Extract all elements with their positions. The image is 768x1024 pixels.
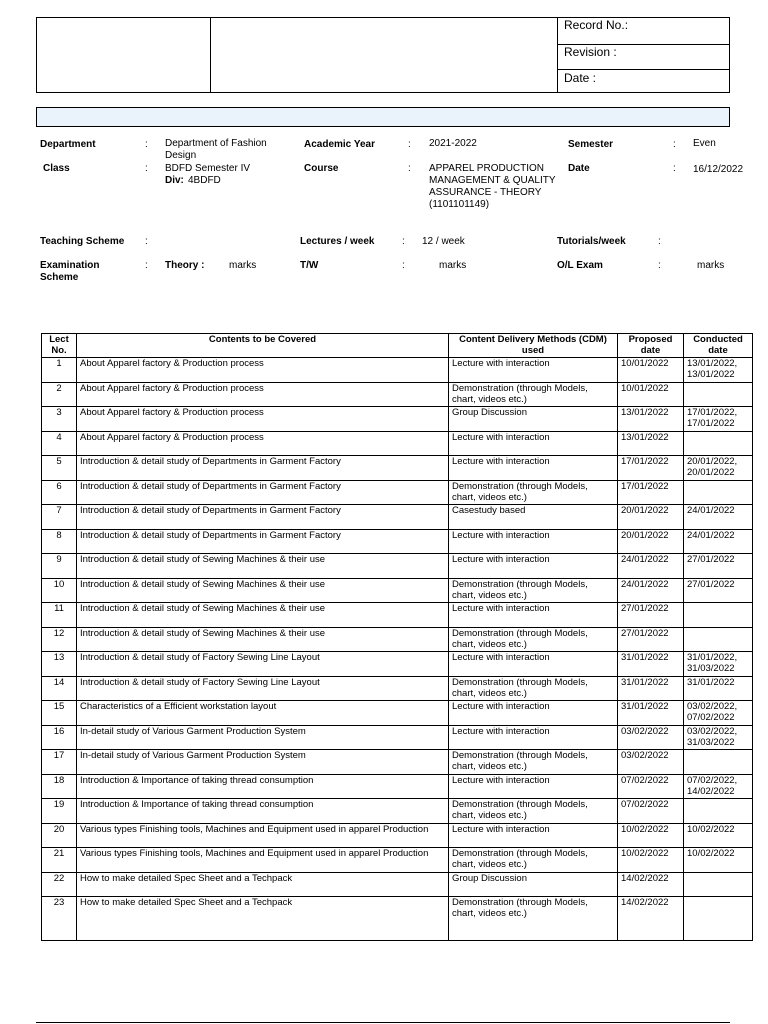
content-cell: Introduction & detail study of Departments in Garment Factory: [77, 505, 449, 530]
course-value: APPAREL PRODUCTION MANAGEMENT & QUALITY ASSURANCE - THEORY (1101101149): [429, 163, 556, 210]
conducted-date-cell: 10/02/2022: [684, 823, 753, 848]
table-row: [42, 848, 753, 873]
table-header-row: [42, 334, 753, 358]
proposed-date-cell: 14/02/2022: [618, 872, 684, 897]
conducted-date-cell: [684, 382, 753, 407]
table-row: [42, 529, 753, 554]
proposed-date-cell: 07/02/2022: [618, 799, 684, 824]
colon: :: [145, 163, 148, 174]
conducted-date-cell: [684, 897, 753, 941]
lect-no-cell: 22: [42, 872, 77, 897]
header-conducted-date: Conducted date: [684, 334, 753, 358]
content-cell: Introduction & detail study of Sewing Machines & their use: [77, 578, 449, 603]
delivery-method-cell: Group Discussion: [449, 407, 618, 432]
colon: :: [673, 163, 676, 174]
conducted-date-cell: [684, 799, 753, 824]
conducted-date-cell: 24/01/2022: [684, 529, 753, 554]
proposed-date-cell: 20/01/2022: [618, 505, 684, 530]
content-cell: Introduction & detail study of Sewing Machines & their use: [77, 627, 449, 652]
conducted-date-cell: 24/01/2022: [684, 505, 753, 530]
conducted-date-cell: [684, 603, 753, 628]
header-proposed-date: Proposed date: [618, 334, 684, 358]
content-cell: Introduction & detail study of Departments in Garment Factory: [77, 529, 449, 554]
content-cell: Introduction & detail study of Departments in Garment Factory: [77, 456, 449, 481]
proposed-date-cell: 10/01/2022: [618, 358, 684, 383]
delivery-method-cell: Lecture with interaction: [449, 431, 618, 456]
theory-label: Theory :: [165, 260, 205, 271]
proposed-date-cell: 27/01/2022: [618, 603, 684, 628]
content-cell: In-detail study of Various Garment Production System: [77, 725, 449, 750]
content-cell: Introduction & detail study of Departments in Garment Factory: [77, 480, 449, 505]
class-label: Class: [43, 163, 70, 174]
lect-no-cell: 14: [42, 676, 77, 701]
table-row: [42, 578, 753, 603]
delivery-method-cell: Lecture with interaction: [449, 529, 618, 554]
lect-no-cell: 6: [42, 480, 77, 505]
table-row: [42, 456, 753, 481]
lect-no-cell: 23: [42, 897, 77, 941]
table-row: [42, 431, 753, 456]
conducted-date-cell: 31/01/2022: [684, 676, 753, 701]
delivery-method-cell: Lecture with interaction: [449, 554, 618, 579]
delivery-method-cell: Lecture with interaction: [449, 725, 618, 750]
lect-no-cell: 12: [42, 627, 77, 652]
content-cell: About Apparel factory & Production process: [77, 358, 449, 383]
department-label: Department: [40, 139, 96, 150]
table-row: [42, 407, 753, 432]
proposed-date-cell: 10/02/2022: [618, 823, 684, 848]
ol-exam-label: O/L Exam: [557, 260, 603, 271]
lect-no-cell: 5: [42, 456, 77, 481]
content-cell: Various types Finishing tools, Machines and Equipment used in apparel Production: [77, 823, 449, 848]
title-bar: [36, 107, 730, 127]
div-value: 4BDFD: [188, 175, 221, 186]
delivery-method-cell: Lecture with interaction: [449, 774, 618, 799]
conducted-date-cell: [684, 750, 753, 775]
delivery-method-cell: Lecture with interaction: [449, 701, 618, 726]
conducted-date-cell: 13/01/2022, 13/01/2022: [684, 358, 753, 383]
date-value: 16/12/2022: [693, 164, 744, 175]
conducted-date-cell: [684, 627, 753, 652]
table-row: [42, 872, 753, 897]
record-header-box: [36, 17, 730, 93]
lect-no-cell: 3: [42, 407, 77, 432]
table-row: [42, 750, 753, 775]
table-row: [42, 823, 753, 848]
proposed-date-cell: 31/01/2022: [618, 701, 684, 726]
header-divider: [557, 69, 729, 70]
colon: :: [408, 139, 411, 150]
conducted-date-cell: 10/02/2022: [684, 848, 753, 873]
lectures-label: Lectures / week: [300, 236, 375, 247]
lect-no-cell: 1: [42, 358, 77, 383]
conducted-date-cell: 07/02/2022, 14/02/2022: [684, 774, 753, 799]
delivery-method-cell: Group Discussion: [449, 872, 618, 897]
lect-no-cell: 15: [42, 701, 77, 726]
ol-exam-value: marks: [697, 260, 725, 271]
header-lect-no: Lect No.: [42, 334, 77, 358]
lect-no-cell: 10: [42, 578, 77, 603]
content-cell: Various types Finishing tools, Machines and Equipment used in apparel Production: [77, 848, 449, 873]
delivery-method-cell: Demonstration (through Models, chart, videos etc.): [449, 848, 618, 873]
table-row: [42, 652, 753, 677]
conducted-date-cell: [684, 480, 753, 505]
table-row: [42, 676, 753, 701]
record-no-label: Record No.:: [564, 18, 629, 32]
academic-year-label: Academic Year: [304, 139, 375, 150]
table-body: [42, 358, 753, 941]
table-row: [42, 799, 753, 824]
delivery-method-cell: Demonstration (through Models, chart, videos etc.): [449, 897, 618, 941]
proposed-date-cell: 17/01/2022: [618, 480, 684, 505]
proposed-date-cell: 07/02/2022: [618, 774, 684, 799]
lect-no-cell: 4: [42, 431, 77, 456]
delivery-method-cell: Demonstration (through Models, chart, videos etc.): [449, 627, 618, 652]
lecture-plan-table: [41, 333, 753, 941]
semester-value: Even: [693, 138, 716, 149]
colon: :: [408, 163, 411, 174]
table-row: [42, 701, 753, 726]
lect-no-cell: 13: [42, 652, 77, 677]
delivery-method-cell: Demonstration (through Models, chart, videos etc.): [449, 578, 618, 603]
tw-label: T/W: [300, 260, 319, 271]
colon: :: [402, 260, 405, 271]
table-row: [42, 358, 753, 383]
delivery-method-cell: Lecture with interaction: [449, 358, 618, 383]
proposed-date-cell: 03/02/2022: [618, 750, 684, 775]
delivery-method-cell: Casestudy based: [449, 505, 618, 530]
table-row: [42, 725, 753, 750]
table-row: [42, 554, 753, 579]
revision-label: Revision :: [564, 45, 617, 59]
content-cell: Introduction & detail study of Sewing Machines & their use: [77, 554, 449, 579]
semester-label: Semester: [568, 139, 614, 150]
content-cell: Introduction & detail study of Factory Sewing Line Layout: [77, 652, 449, 677]
teaching-scheme-label: Teaching Scheme: [40, 236, 125, 247]
proposed-date-cell: 03/02/2022: [618, 725, 684, 750]
department-value: Department of Fashion Design: [165, 138, 267, 161]
conducted-date-cell: 17/01/2022, 17/01/2022: [684, 407, 753, 432]
table-row: [42, 897, 753, 941]
content-cell: About Apparel factory & Production process: [77, 382, 449, 407]
content-cell: About Apparel factory & Production process: [77, 431, 449, 456]
delivery-method-cell: Demonstration (through Models, chart, videos etc.): [449, 676, 618, 701]
proposed-date-cell: 24/01/2022: [618, 554, 684, 579]
table-row: [42, 774, 753, 799]
date-label: Date: [568, 163, 590, 174]
delivery-method-cell: Lecture with interaction: [449, 823, 618, 848]
lect-no-cell: 18: [42, 774, 77, 799]
delivery-method-cell: Demonstration (through Models, chart, videos etc.): [449, 382, 618, 407]
tutorials-label: Tutorials/week: [557, 236, 626, 247]
table-row: [42, 382, 753, 407]
lect-no-cell: 2: [42, 382, 77, 407]
delivery-method-cell: Demonstration (through Models, chart, videos etc.): [449, 480, 618, 505]
proposed-date-cell: 13/01/2022: [618, 431, 684, 456]
lect-no-cell: 21: [42, 848, 77, 873]
colon: :: [145, 260, 148, 271]
delivery-method-cell: Lecture with interaction: [449, 456, 618, 481]
header-contents: Contents to be Covered: [77, 334, 449, 358]
content-cell: Characteristics of a Efficient workstation layout: [77, 701, 449, 726]
class-value: BDFD Semester IV: [165, 163, 251, 174]
conducted-date-cell: 31/01/2022, 31/03/2022: [684, 652, 753, 677]
colon: :: [145, 236, 148, 247]
proposed-date-cell: 17/01/2022: [618, 456, 684, 481]
lect-no-cell: 8: [42, 529, 77, 554]
colon: :: [673, 139, 676, 150]
table-row: [42, 505, 753, 530]
table-row: [42, 603, 753, 628]
delivery-method-cell: Demonstration (through Models, chart, videos etc.): [449, 750, 618, 775]
proposed-date-cell: 31/01/2022: [618, 652, 684, 677]
conducted-date-cell: 03/02/2022, 31/03/2022: [684, 725, 753, 750]
academic-year-value: 2021-2022: [429, 138, 477, 149]
lectures-value: 12 / week: [422, 236, 465, 247]
conducted-date-cell: [684, 431, 753, 456]
lect-no-cell: 16: [42, 725, 77, 750]
content-cell: Introduction & detail study of Sewing Machines & their use: [77, 603, 449, 628]
delivery-method-cell: Lecture with interaction: [449, 652, 618, 677]
proposed-date-cell: 10/01/2022: [618, 382, 684, 407]
exam-scheme-label: Examination Scheme: [40, 260, 100, 283]
content-cell: Introduction & Importance of taking thread consumption: [77, 799, 449, 824]
conducted-date-cell: 27/01/2022: [684, 554, 753, 579]
proposed-date-cell: 27/01/2022: [618, 627, 684, 652]
proposed-date-cell: 24/01/2022: [618, 578, 684, 603]
content-cell: About Apparel factory & Production process: [77, 407, 449, 432]
proposed-date-cell: 31/01/2022: [618, 676, 684, 701]
table-row: [42, 480, 753, 505]
conducted-date-cell: 20/01/2022, 20/01/2022: [684, 456, 753, 481]
delivery-method-cell: Lecture with interaction: [449, 603, 618, 628]
div-label: Div:: [165, 175, 184, 186]
content-cell: How to make detailed Spec Sheet and a Techpack: [77, 872, 449, 897]
conducted-date-cell: 03/02/2022, 07/02/2022: [684, 701, 753, 726]
proposed-date-cell: 14/02/2022: [618, 897, 684, 941]
lect-no-cell: 17: [42, 750, 77, 775]
content-cell: Introduction & detail study of Factory Sewing Line Layout: [77, 676, 449, 701]
header-divider: [210, 18, 211, 92]
date-label: Date :: [564, 71, 597, 85]
proposed-date-cell: 20/01/2022: [618, 529, 684, 554]
proposed-date-cell: 10/02/2022: [618, 848, 684, 873]
conducted-date-cell: 27/01/2022: [684, 578, 753, 603]
header-delivery-method: Content Delivery Methods (CDM) used: [449, 334, 618, 358]
lect-no-cell: 7: [42, 505, 77, 530]
header-divider: [557, 18, 558, 92]
lect-no-cell: 9: [42, 554, 77, 579]
colon: :: [145, 139, 148, 150]
lect-no-cell: 19: [42, 799, 77, 824]
content-cell: How to make detailed Spec Sheet and a Techpack: [77, 897, 449, 941]
theory-value: marks: [229, 260, 257, 271]
footer-rule: [36, 1022, 730, 1023]
lect-no-cell: 11: [42, 603, 77, 628]
content-cell: In-detail study of Various Garment Production System: [77, 750, 449, 775]
tw-value: marks: [439, 260, 467, 271]
course-label: Course: [304, 163, 339, 174]
conducted-date-cell: [684, 872, 753, 897]
table-row: [42, 627, 753, 652]
delivery-method-cell: Demonstration (through Models, chart, videos etc.): [449, 799, 618, 824]
proposed-date-cell: 13/01/2022: [618, 407, 684, 432]
lect-no-cell: 20: [42, 823, 77, 848]
colon: :: [658, 236, 661, 247]
colon: :: [658, 260, 661, 271]
content-cell: Introduction & Importance of taking thread consumption: [77, 774, 449, 799]
colon: :: [402, 236, 405, 247]
